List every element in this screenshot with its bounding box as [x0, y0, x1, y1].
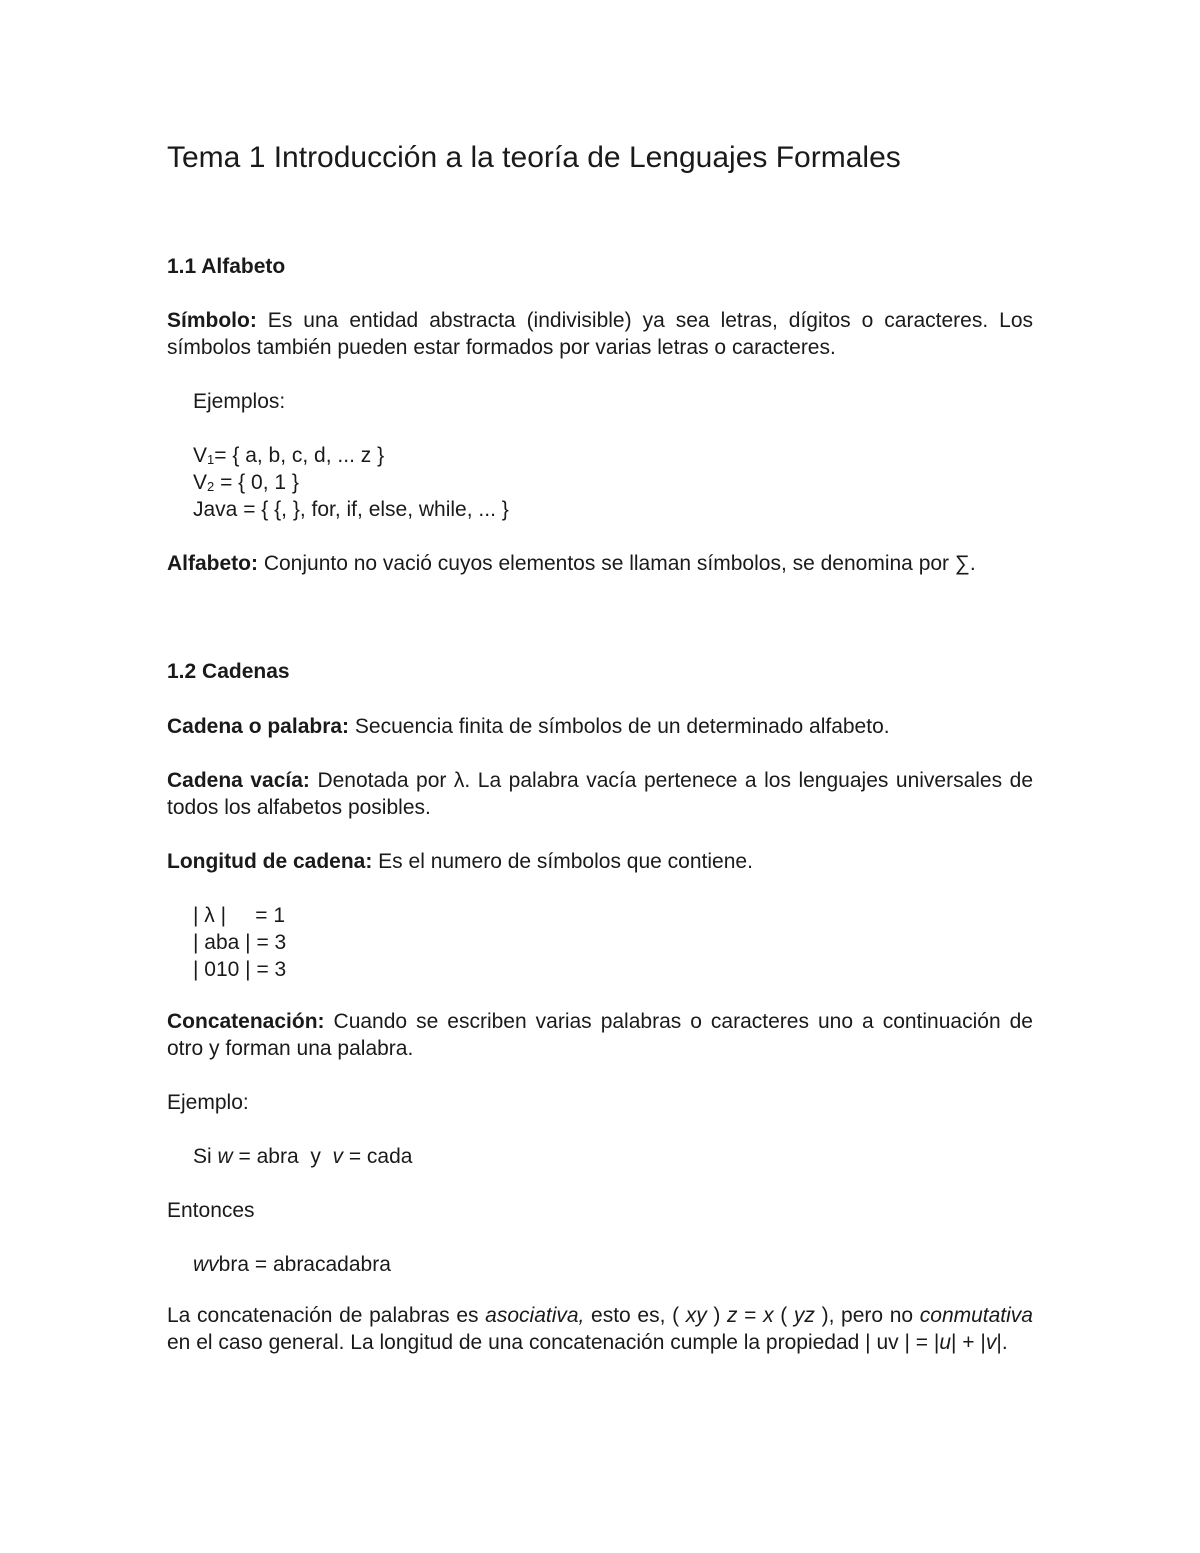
example-v1: [193, 442, 1033, 469]
var-x: x: [763, 1304, 774, 1327]
section-heading-cadenas: 1.2 Cadenas: [167, 660, 290, 683]
example-v2: [193, 469, 1033, 496]
var-v: v: [332, 1145, 343, 1168]
paragraph-longitud: [167, 848, 1033, 875]
text-asociativa-8: | + |: [951, 1331, 986, 1354]
text-asociativa-9: |.: [996, 1331, 1008, 1354]
var-w: w: [217, 1145, 233, 1168]
paragraph-asociativa: [167, 1302, 1033, 1356]
term-concatenacion: Concatenación:: [167, 1010, 325, 1033]
text-longitud: Es el numero de símbolos que contiene.: [372, 850, 753, 873]
term-asociativa: asociativa,: [485, 1304, 585, 1327]
text-alfabeto: Conjunto no vació cuyos elementos se llaman símbolos, se denomina por ∑.: [258, 552, 976, 575]
si-cada: = cada: [343, 1145, 413, 1168]
paragraph-alfabeto: [167, 550, 1033, 577]
example-si: [193, 1143, 1033, 1170]
term-alfabeto: Alfabeto:: [167, 552, 258, 575]
var-xy: xy: [685, 1304, 707, 1327]
text-asociativa-6: ), pero no: [814, 1304, 920, 1327]
paragraph-concatenacion: [167, 1008, 1033, 1062]
text-simbolo: Es una entidad abstracta (indivisible) ya sea letras, dígitos o caracteres. Los símbolos también pueden estar formados por varias letras o caracteres.: [167, 309, 1033, 359]
text-asociativa-5: (: [773, 1304, 794, 1327]
var-z: z: [727, 1304, 738, 1327]
var-wv: wv: [193, 1253, 219, 1276]
section-heading-alfabeto: 1.1 Alfabeto: [167, 255, 286, 278]
text-asociativa-4: =: [737, 1304, 764, 1327]
si-text: Si: [193, 1145, 218, 1168]
term-cadena: Cadena o palabra:: [167, 715, 350, 738]
term-longitud-colon: :: [365, 850, 373, 873]
v1-name: V: [193, 444, 208, 467]
v2-subscript: 2: [207, 479, 215, 494]
var-yz: yz: [793, 1304, 815, 1327]
v2-set: = { 0, 1 }: [214, 471, 299, 494]
example-java: Java = { {, }, for, if, else, while, ... }: [193, 498, 509, 521]
example-longitud-aba: | aba | = 3: [193, 931, 287, 954]
text-concatenacion: Cuando se escriben varias palabras o caracteres uno a continuación de otro y forman una palabra.: [167, 1010, 1033, 1060]
paragraph-cadena: [167, 713, 1033, 740]
text-asociativa-1: La concatenación de palabras es: [167, 1304, 486, 1327]
v1-subscript: 1: [207, 452, 215, 467]
var-u: u: [939, 1331, 952, 1354]
wv-result: bra = abracadabra: [218, 1253, 391, 1276]
text-asociativa-7: en el caso general. La longitud de una concatenación cumple la propiedad | uv | = |: [167, 1331, 940, 1354]
text-cadena-vacia: Denotada por λ. La palabra vacía pertenece a los lenguajes universales de todos los alfabetos posibles.: [167, 769, 1033, 819]
text-cadena: Secuencia finita de símbolos de un determinado alfabeto.: [349, 715, 890, 738]
si-abra: = abra y: [232, 1145, 333, 1168]
label-ejemplo: Ejemplo:: [167, 1091, 249, 1114]
v1-set: = { a, b, c, d, ... z }: [214, 444, 385, 467]
var-v-length: v: [985, 1331, 997, 1354]
paragraph-cadena-vacia: [167, 767, 1033, 821]
paragraph-simbolo: [167, 307, 1033, 361]
label-ejemplos: Ejemplos:: [193, 390, 286, 413]
example-longitud-lambda: | λ | = 1: [193, 904, 286, 927]
term-cadena-vacia: Cadena vacía:: [167, 769, 310, 792]
example-longitud-010: | 010 | = 3: [193, 958, 287, 981]
term-simbolo: Símbolo:: [167, 309, 257, 332]
example-wv: [193, 1251, 1033, 1278]
label-entonces: Entonces: [167, 1199, 255, 1222]
text-asociativa-3: ): [706, 1304, 728, 1327]
v2-name: V: [193, 471, 208, 494]
term-longitud: Longitud de cadena: [167, 850, 366, 873]
page-title: Tema 1 Introducción a la teoría de Lenguajes Formales: [167, 141, 901, 174]
term-conmutativa: conmutativa: [919, 1304, 1033, 1327]
text-asociativa-2: esto es, (: [584, 1304, 686, 1327]
